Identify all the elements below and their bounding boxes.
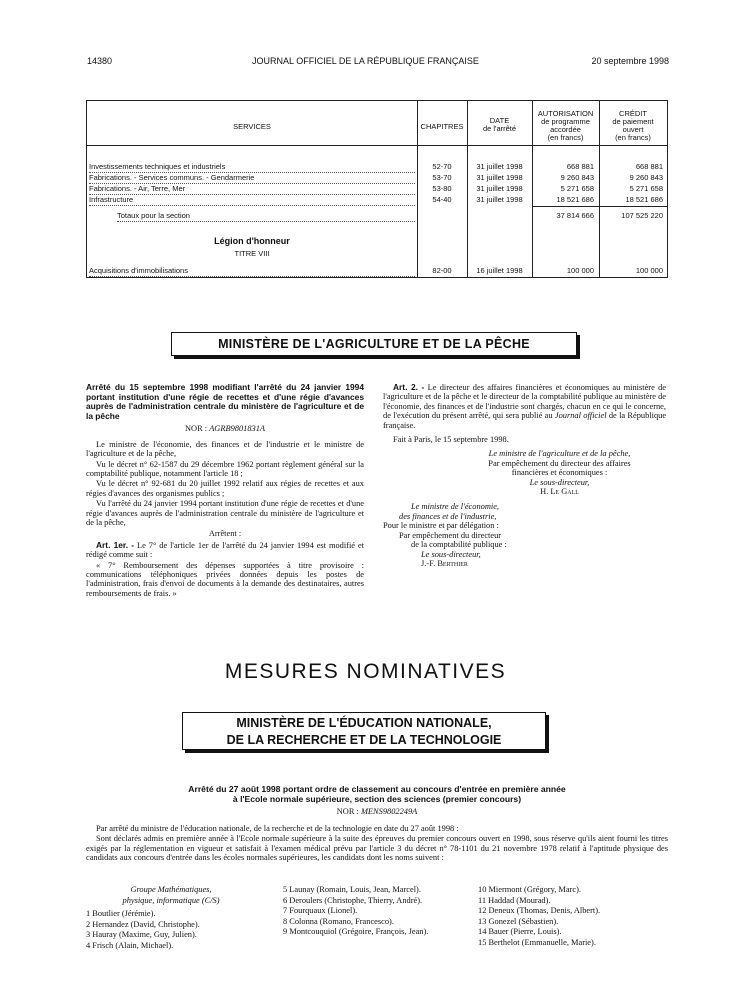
arrete-agriculture-title: Arrêté du 15 septembre 1998 modifiant l'arrêté du 24 janvier 1994 portant institution d'une régie de recettes et d'une régie d'avances auprès de l'administration centrale du ministère de l'agriculture et de la pêche bbox=[86, 382, 364, 421]
nor-line: NOR : MENS9802249A bbox=[336, 807, 418, 816]
nor-line: NOR : AGRB9801831A bbox=[184, 424, 266, 434]
table-section-title: Légion d'honneur bbox=[214, 236, 290, 246]
col-header-autorisation: AUTORISATION de programme accordée (en francs) bbox=[537, 109, 594, 142]
arrete-education-title: Arrêté du 27 août 1998 portant ordre de classement au concours d'entrée en première année à l'Ecole normale supérieure, section des sciences (premier concours) bbox=[188, 784, 566, 804]
mesures-nominatives-heading: MESURES NOMINATIVES bbox=[224, 660, 507, 683]
list-item: 10 Miermont (Grégory, Marc). bbox=[478, 885, 581, 894]
list-item: 15 Berthelot (Emmanuelle, Marie). bbox=[478, 937, 596, 947]
list-item: 1 Boutlier (Jérémie). bbox=[86, 909, 156, 918]
paragraph: Par arrêté du ministre de l'éducation nationale, de la recherche et de la technologie en date du 27 août 1998 : bbox=[96, 824, 459, 833]
paragraph: Vu le décret n° 92-681 du 20 juillet 1992 relatif aux régies de recettes et aux régies d'avances des organismes publics ; bbox=[86, 479, 364, 498]
list-item: 9 Montcouquiol (Grégoire, François, Jean). bbox=[283, 927, 429, 936]
list-item: 3 Hauray (Maxime, Guy, Julien). bbox=[86, 930, 197, 939]
header-date: 20 septembre 1998 bbox=[591, 56, 669, 66]
article-2: Art. 2. - Le directeur des affaires financières et économiques au ministère de l'agriculture et de la pêche et le directeur de la comptabilité publique au ministère de l'économie, des finances et de l'industrie sont chargés, chacun en ce qui le concerne, de l'exécution du présent arrêté, qui sera publié au Journal officiel de la République française. bbox=[383, 382, 667, 430]
fait-a-paris: Fait à Paris, le 15 septembre 1998. bbox=[393, 435, 509, 445]
list-item: 14 Bauer (Pierre, Louis). bbox=[478, 927, 562, 936]
candidates-column-2 bbox=[283, 885, 473, 938]
list-item: 6 Deroulers (Christophe, Thierry, André). bbox=[283, 895, 423, 905]
ministry-agriculture-heading: MINISTÈRE DE L'AGRICULTURE ET DE LA PÊCHE bbox=[171, 332, 577, 356]
journal-title: JOURNAL OFFICIEL DE LA RÉPUBLIQUE FRANÇAISE bbox=[252, 56, 479, 66]
arrete-agriculture-right-column bbox=[383, 383, 666, 568]
list-item: 13 Gonezel (Sébastien). bbox=[478, 916, 559, 926]
col-header-services: SERVICES bbox=[233, 122, 271, 131]
paragraph: Vu l'arrêté du 24 janvier 1994 portant institution d'une régie de recettes et d'une régie d'avances auprès de l'administration centrale du ministère de l'agriculture et de la pêche, bbox=[86, 499, 364, 528]
paragraph: Le ministre de l'économie, des finances et de l'industrie et le ministre de l'agriculture et de la pêche, bbox=[86, 439, 364, 459]
list-item: 7 Fourquaux (Lionel). bbox=[283, 906, 358, 915]
paragraph: Sont déclarés admis en première année à l'Ecole normale supérieure à la suite des épreuves du premier concours ouvert en 1998, sous réserve qu'ils aient fourni les titres exigés par la réglementation en vigueur et satisfait à l'examen médical prévu par l'article 3 du décret n° 78-1101 du 21 novembre 1978 relatif à l'aptitude physique des candidats aux concours d'entrée dans les écoles normales supérieures, les candidats dont les noms suivent : bbox=[86, 834, 668, 863]
arrete-education-body bbox=[86, 824, 668, 864]
credits-table: SERVICES CHAPITRES DATE de l'arrêté AUTORISATION de programme accordée (en francs) CRÉDIT de paiement ouvert (en francs) Investissements techniques et industriels 52-70 31 juillet 1998 668 881 668 881 Fabrications. - Services communs. - Gendarmerie 53-70 31 juillet 1998 9 260 843 9 260 843 Fabrications. - Air, Terre, Mer 53-80 31 juillet 1998 5 271 658 5 271 658 Infrastructure 54-40 31 juillet 1998 18 521 686 18 521 686 Totaux pour la section 37 814 666 107 525 220 Légion d'honneur TITRE VIII Acquisitions d'immobilisations 82-00 16 juillet 1998 100 000 100 000 bbox=[86, 100, 668, 278]
list-item: 8 Colonna (Romano, Francesco). bbox=[283, 916, 394, 926]
page-number: 14380 bbox=[87, 56, 113, 66]
list-item: 11 Haddad (Mourad). bbox=[478, 895, 551, 905]
article-1-quote: « 7° Remboursement des dépenses supportées à titre provisoire : communications téléphoniques privées données depuis les postes de l'administration, frais d'envoi de documents à la demande des destinataires, autres remboursements de frais. » bbox=[86, 560, 364, 598]
arrete-agriculture-left-column bbox=[86, 383, 364, 599]
list-item: 5 Launay (Romain, Louis, Jean, Marcel). bbox=[283, 885, 421, 894]
candidates-column-3 bbox=[478, 885, 668, 948]
article-1: Art. 1er. - Le 7° de l'article 1er de l'arrêté du 24 janvier 1994 est modifié et rédigé comme suit : bbox=[86, 539, 365, 560]
col-header-chapitres: CHAPITRES bbox=[420, 122, 464, 131]
candidates-column-1: Groupe Mathématiques, physique, informatique (C/S) 1 Boutlier (Jérémie). 2 Hernandez (David, Christophe). 3 Hauray (Maxime, Guy, Julien). 4 Frisch (Alain, Michael). bbox=[86, 885, 256, 951]
col-header-date: DATE de l'arrêté bbox=[482, 116, 517, 133]
col-header-credit: CRÉDIT de paiement ouvert (en francs) bbox=[612, 109, 654, 142]
list-item: 4 Frisch (Alain, Michael). bbox=[86, 940, 174, 950]
arretent: Arrêtent : bbox=[208, 529, 242, 539]
ministry-education-heading: MINISTÈRE DE L'ÉDUCATION NATIONALE, DE LA RECHERCHE ET DE LA TECHNOLOGIE bbox=[182, 712, 546, 750]
signature-2: Le ministre de l'économie, des finances et de l'industrie, Pour le ministre et par délégation : Par empêchement du directeur de la comptabilité publique : Le sous-directeur, J.-F. Berthier bbox=[383, 502, 507, 568]
table-section-subtitle: TITRE VIII bbox=[234, 249, 270, 258]
signature-1: Le ministre de l'agriculture et de la pêche, Par empêchement du directeur des affaires financières et économiques : Le sous-directeur, H. Le Gall bbox=[488, 449, 631, 497]
list-item: 12 Deneux (Thomas, Denis, Albert). bbox=[478, 906, 601, 915]
paragraph: Vu le décret n° 62-1587 du 29 décembre 1962 portant règlement général sur la comptabilité publique, notamment l'article 18 ; bbox=[86, 459, 364, 478]
list-item: 2 Hernandez (David, Christophe). bbox=[86, 919, 200, 929]
